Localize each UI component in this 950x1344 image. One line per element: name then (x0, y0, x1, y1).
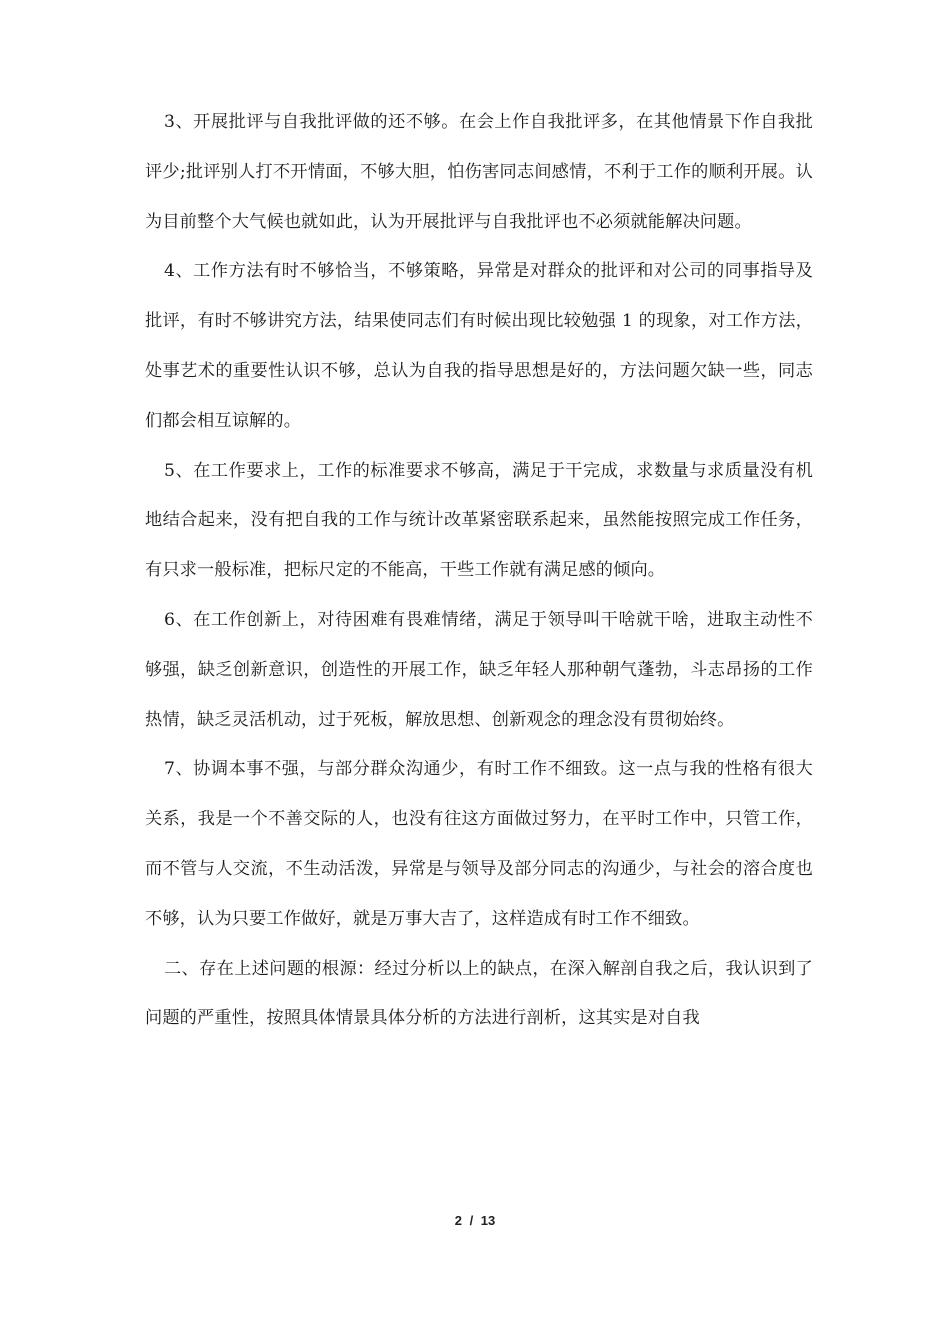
paragraph-item-4: 4、工作方法有时不够恰当，不够策略，异常是对群众的批评和对公司的同事指导及批评，有时不够讲究方法，结果使同志们有时候出现比较勉强 1 的现象，对工作方法，处事艺术的重要性认识不够，总认为自我的指导思想是好的，方法问题欠缺一些，同志们都会相互谅解的。 (145, 261, 813, 431)
paragraph-item-7: 7、协调本事不强，与部分群众沟通少，有时工作不细致。这一点与我的性格有很大关系，我是一个不善交际的人，也没有往这方面做过努力，在平时工作中，只管工作，而不管与人交流，不生动活泼，异常是与领导及部分同志的沟通少，与社会的溶合度也不够，认为只要工作做好，就是万事大吉了，这样造成有时工作不细致。 (145, 759, 813, 929)
paragraph-item-6: 6、在工作创新上，对待困难有畏难情绪，满足于领导叫干啥就干啥，进取主动性不够强，缺乏创新意识，创造性的开展工作，缺乏年轻人那种朝气蓬勃，斗志昂扬的工作热情，缺乏灵活机动，过于死板，解放思想、创新观念的理念没有贯彻始终。 (145, 609, 813, 730)
paragraph-section-2: 二、存在上述问题的根源：经过分析以上的缺点，在深入解剖自我之后，我认识到了问题的严重性，按照具体情景具体分析的方法进行剖析，这其实是对自我 (145, 958, 813, 1029)
page-number: 2 / 13 (454, 1213, 496, 1228)
document-body (145, 98, 813, 1044)
paragraph-item-3: 3、开展批评与自我批评做的还不够。在会上作自我批评多，在其他情景下作自我批评少;批评别人打不开情面，不够大胆，怕伤害同志间感情，不利于工作的顺利开展。认为目前整个大气候也就如此，认为开展批评与自我批评也不必须就能解决问题。 (145, 112, 813, 232)
paragraph-item-5: 5、在工作要求上，工作的标准要求不够高，满足于干完成，求数量与求质量没有机地结合起来，没有把自我的工作与统计改革紧密联系起来，虽然能按照完成工作任务，有只求一般标准，把标尺定的不能高，干些工作就有满足感的倾向。 (145, 460, 813, 581)
